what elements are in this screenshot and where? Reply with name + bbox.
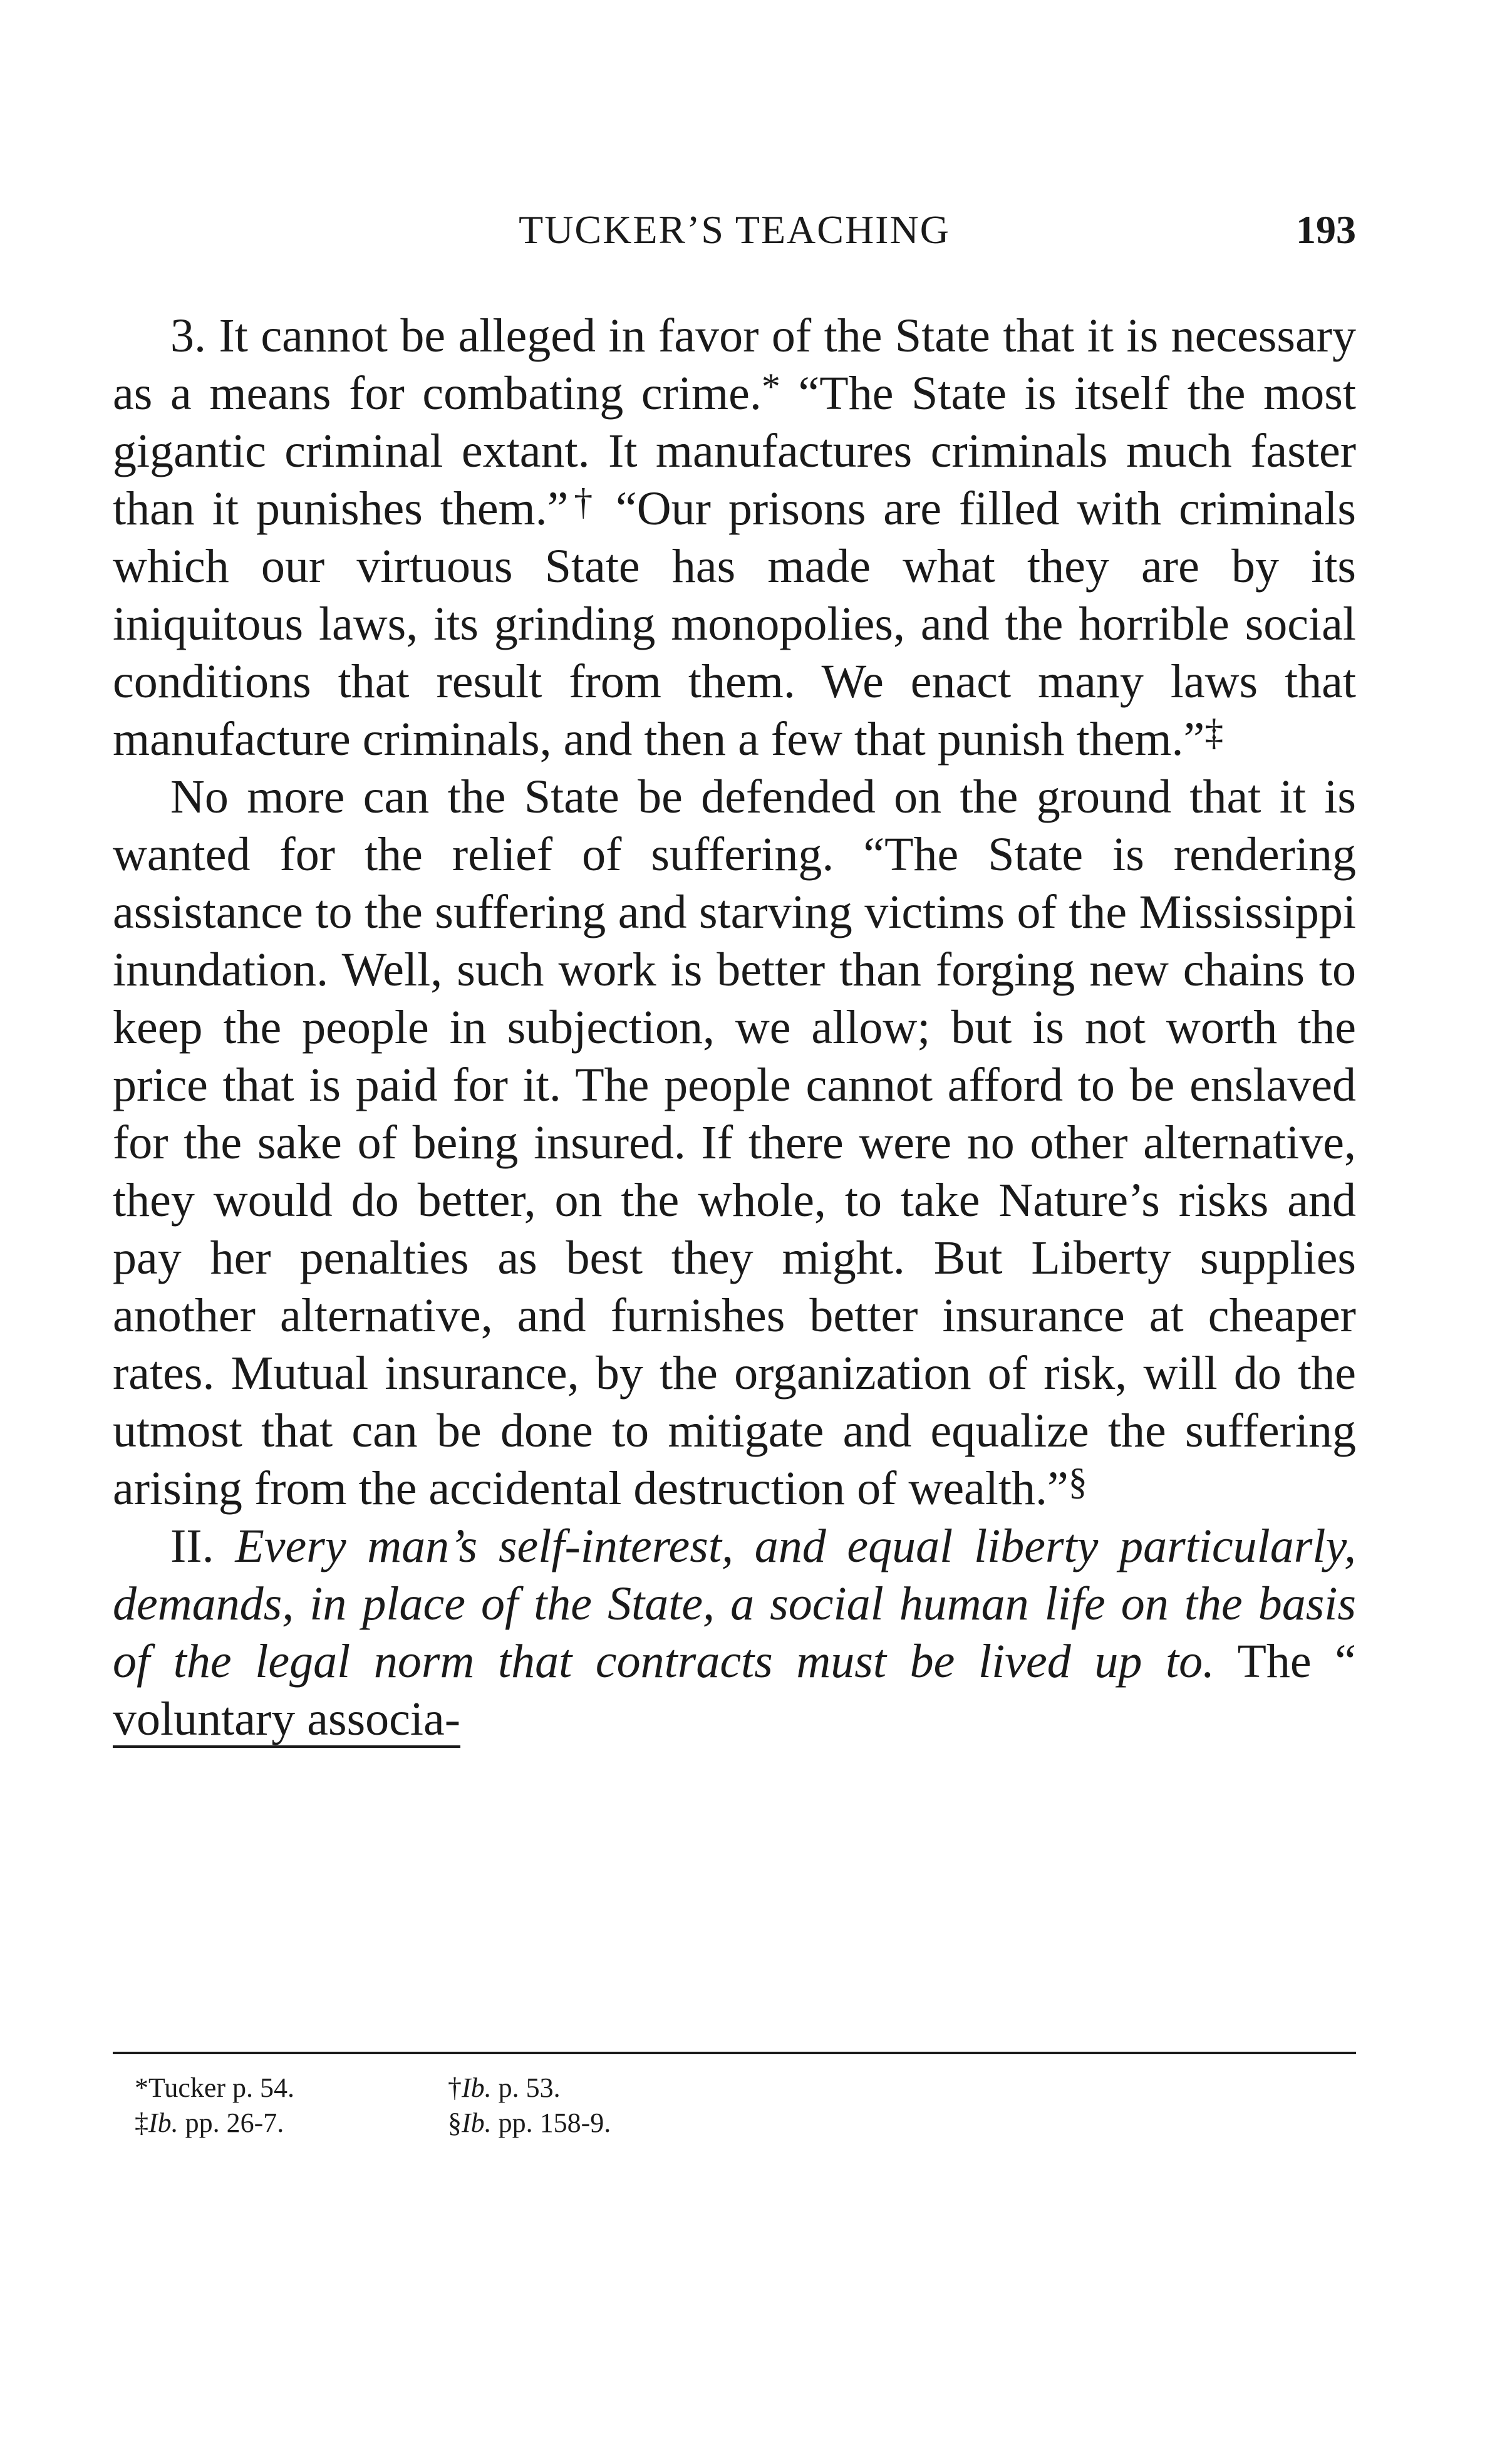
footnote-row xyxy=(135,2106,761,2141)
paragraph-text: “Our prisons are filled with criminals which our virtuous State has made what they are by its iniquitous laws, its grinding monopolies, and the horrible social conditions that result from them. We enact many laws that manufacture criminals, and then a few that punish them.” xyxy=(113,482,1356,766)
item-number: 3. xyxy=(170,309,206,362)
footnote-row xyxy=(135,2071,761,2106)
running-title: TUCKER’S TEACHING xyxy=(519,207,950,252)
footnote-marker: § xyxy=(1068,1461,1087,1502)
footnote-text: p. 53. xyxy=(491,2072,561,2103)
page-number: 193 xyxy=(1296,207,1356,252)
footnote xyxy=(135,2106,448,2141)
paragraph-text: It cannot be alleged in favor of the State that it is necessary as a means for combating crime. xyxy=(113,309,1356,420)
footnote-mark: * xyxy=(135,2072,148,2103)
paragraph-text: No more can the State be defended on the ground that it is wanted for the relief of suffering. “The State is rendering assistance to the suffering and starving victims of the Mississippi inundation. Well, such work is better than forging new chains to keep the people in subjection, we allow; but is not worth the price that is paid for it. The people cannot afford to be enslaved for the sake of being insured. If there were no other alternative, they would do better, on the whole, to take Nature’s risks and pay her penalties as best they might. But Liberty supplies another alternative, and furnishes better insurance at cheaper rates. Mutual insurance, by the organization of risk, will do the utmost that can be done to mitigate and equalize the suffering arising from the accidental destruction of wealth.” xyxy=(113,771,1356,1515)
paragraph-3 xyxy=(113,307,1356,768)
footnotes xyxy=(135,2071,761,2141)
footnote-marker: † xyxy=(568,481,599,522)
paragraph-relief xyxy=(113,768,1356,1517)
footnote-mark: § xyxy=(448,2107,462,2138)
footnote-text: pp. 158-9. xyxy=(491,2107,611,2138)
footnote xyxy=(448,2106,761,2141)
footnote-ibid: Ib. xyxy=(148,2107,179,2138)
footnote-text: Tucker p. 54. xyxy=(148,2072,295,2103)
paragraph-text: The “ xyxy=(1214,1635,1357,1688)
body-text xyxy=(113,307,1356,1748)
footnote xyxy=(135,2071,448,2106)
footnote-mark: ‡ xyxy=(135,2107,148,2138)
footnote-marker: * xyxy=(761,366,780,407)
footnote-ibid: Ib. xyxy=(462,2107,492,2138)
footnote-marker: ‡ xyxy=(1204,712,1224,753)
footnote-mark: † xyxy=(448,2072,462,2103)
paragraph-text: “The State is itself the most gigantic criminal extant. It manufactures criminals much faster than it punishes them.” xyxy=(113,367,1356,535)
italic-thesis: Every man’s self-interest, and equal liberty particularly, demands, in place of the State, a social human life on the basis of the legal norm that contracts must be lived up to. xyxy=(113,1520,1356,1688)
section-number: II. xyxy=(170,1520,214,1572)
footnote-rule xyxy=(113,2052,1356,2054)
underlined-text: voluntary associa- xyxy=(113,1693,460,1748)
page-header xyxy=(113,207,1356,263)
footnote-text: pp. 26-7. xyxy=(178,2107,284,2138)
footnote xyxy=(448,2071,761,2106)
footnote-ibid: Ib. xyxy=(462,2072,492,2103)
paragraph-II xyxy=(113,1517,1356,1748)
